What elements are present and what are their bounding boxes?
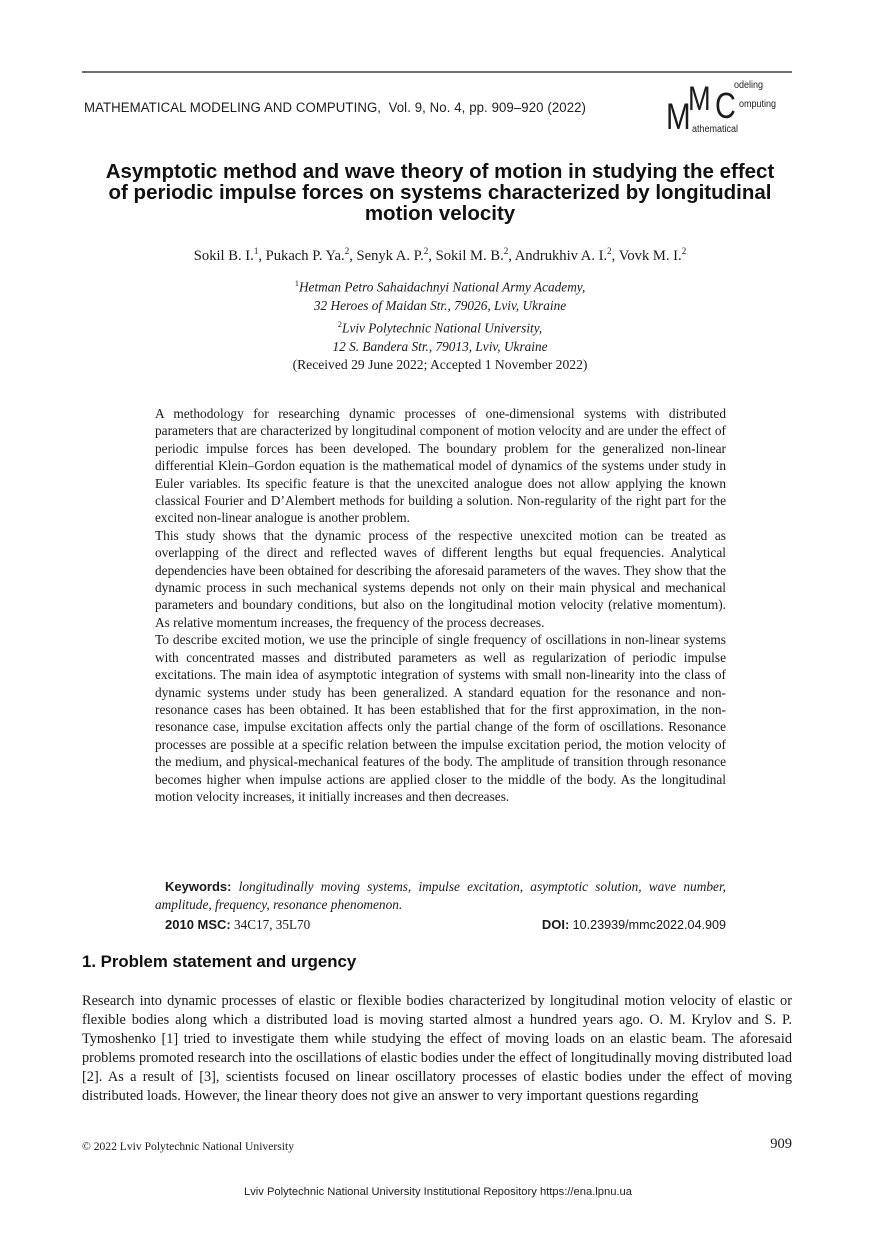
author-list: Sokil B. I.$^1$, Pukach P. Ya.$^2$, Senyk A. P.$^2$, Sokil M. B.$^2$, Andrukhiv A. I.$^2$, Vovk M. I.$^2$	[193, 246, 687, 264]
msc-label: 2010 MSC:	[165, 917, 231, 932]
copyright: © 2022 Lviv Polytechnic National University	[82, 1140, 294, 1153]
journal-header	[84, 100, 586, 116]
affiliation-2-address: 12 S. Bandera Str., 79013, Lviv, Ukraine	[332, 338, 548, 354]
journal-name: MATHEMATICAL MODELING AND COMPUTING,	[84, 100, 382, 116]
repository-notice: Lviv Polytechnic National University Institutional Repository https://ena.lpnu.ua	[243, 1186, 633, 1198]
logo-word-omputing: omputing	[739, 99, 777, 110]
doi-label: DOI:	[541, 917, 570, 932]
header-rule	[82, 71, 792, 73]
author: Andrukhiv A. I.$^2$	[514, 246, 612, 264]
received-dates: (Received 29 June 2022; Accepted 1 November 2022)	[292, 357, 588, 372]
author: Senyk A. P.$^2$	[356, 246, 429, 264]
keywords	[155, 878, 726, 913]
paper-title	[80, 161, 800, 224]
author: Vovk M. I.$^2$	[618, 246, 687, 264]
author: Sokil B. I.$^1$	[193, 246, 259, 264]
affiliations	[80, 274, 800, 356]
author: Sokil M. B.$^2$	[435, 246, 509, 264]
section-heading: 1. Problem statement and urgency	[82, 952, 357, 971]
keywords-label: Keywords:	[165, 879, 232, 894]
affiliation-1-address: 32 Heroes of Maidan Str., 79026, Lviv, Ukraine	[313, 297, 567, 313]
abstract-paragraph: A methodology for researching dynamic processes of one-dimensional systems with distributed parameters that are characterized by longitudinal component of motion velocity and are under the effect of periodic impulse forces has been developed. The boundary problem for the generalized non-linear differential Klein–Gordon equation is the mathematical model of dynamics of the systems under study in Euler variables. Its specific feature is that the unexcited analogue does not allow applying the known classical Fourier and D’Alembert methods for building a solution. Non-regularity of the right part for the excited non-linear analogue is another problem.	[155, 406, 726, 526]
affiliation-2: $^2$Lviv Polytechnic National University,	[337, 319, 543, 336]
title-line: Asymptotic method and wave theory of motion in studying the effect	[105, 160, 775, 183]
journal-volume: Vol. 9, No. 4, pp. 909–920 (2022)	[388, 100, 587, 116]
logo-letter-c: C	[715, 85, 736, 126]
logo-word-athematical: athematical	[692, 124, 739, 135]
abstract-paragraph: This study shows that the dynamic process of the respective unexcited motion can be treated as overlapping of the direct and reflected waves of different lengths but equal frequencies. Analytical dependencies have been obtained for describing the aforesaid parameters of the waves. They show that the dynamic process in such mechanical systems depends not only on their main physical and mechanical parameters and boundary conditions, but also on the longitudinal motion velocity (relative momentum). As relative momentum increases, the frequency of the process decreases.	[155, 527, 726, 630]
doi	[542, 917, 726, 933]
page-number: 909	[770, 1136, 792, 1152]
section-body	[82, 992, 792, 1107]
affiliation-1: $^1$Hetman Petro Sahaidachnyi National Army Academy,	[294, 278, 586, 295]
abstract	[155, 405, 726, 805]
msc-doi-line	[165, 917, 726, 933]
journal-logo	[664, 78, 794, 138]
msc-value: 34C17, 35L70	[234, 917, 311, 932]
title-line: motion velocity	[364, 202, 516, 225]
title-line: of periodic impulse forces on systems characterized by longitudinal	[108, 181, 772, 204]
msc-classification	[165, 917, 310, 933]
logo-word-odeling: odeling	[734, 80, 764, 91]
doi-link[interactable]: 10.23939/mmc2022.04.909	[572, 918, 726, 932]
abstract-paragraph: To describe excited motion, we use the principle of single frequency of oscillations in non-linear systems with concentrated masses and distributed parameters as well as regularization of periodic impulse excitations. The main idea of asymptotic integration of systems with small non-linearity into the class of dynamic systems under study has been generalized. A standard equation for the resonance and non-resonance cases has been obtained. It has been established that for the first approximation, in the non-resonance case, impulse excitation affects only the partial change of the form of oscillations. Resonance processes are possible at a specific relation between the impulse excitation period, the motion velocity of the medium, and physical-mechanical features of the body. The amplitude of transition through resonance becomes higher when impulse actions are applied closer to the middle of the body. As the longitudinal motion velocity increases, it initially increases and then decreases.	[155, 632, 726, 804]
logo-letter-m2: M	[688, 80, 711, 118]
body-paragraph: Research into dynamic processes of elastic or flexible bodies characterized by longitudinal motion velocity of elastic or flexible bodies along which a distributed load is moving started almost a hundred years ago. O. M. Krylov and S. P. Tymoshenko [1] tried to investigate them while studying the effect of moving loads on an elastic beam. The aforesaid problems promoted research into the oscillations of elastic bodies under the effect of longitudinally moving distributed load [2]. As a result of [3], scientists focused on linear oscillatory processes of elastic bodies under the effect of moving distributed loads. However, the linear theory does not give an answer to very important questions regarding	[82, 993, 792, 1105]
author: Pukach P. Ya.$^2$	[265, 246, 350, 264]
keywords-text: longitudinally moving systems, impulse excitation, asymptotic solution, wave number, amplitude, frequency, resonance phenomenon.	[155, 879, 726, 912]
logo-letter-m1: M	[666, 96, 691, 137]
